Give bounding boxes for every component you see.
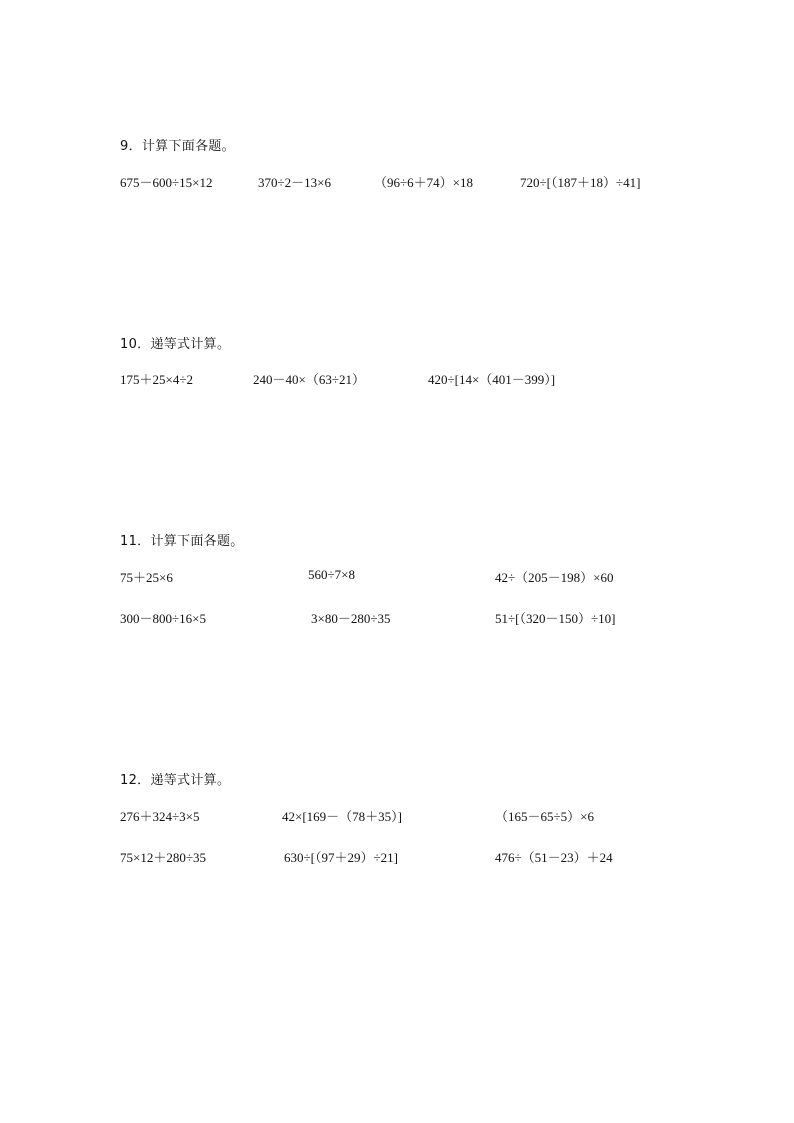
section-11-heading: 11．计算下面各题。 bbox=[120, 534, 244, 549]
section-12-expr-4: 75×12＋280÷35 bbox=[120, 850, 206, 865]
section-10-expr-3: 420÷[14×（401－399）] bbox=[428, 372, 556, 387]
section-12-expr-6: 476÷（51－23）＋24 bbox=[495, 850, 613, 865]
section-9-expr-3: （96÷6＋74）×18 bbox=[374, 175, 473, 190]
section-11-expr-4: 300－800÷16×5 bbox=[120, 611, 206, 626]
section-9-expr-2: 370÷2－13×6 bbox=[258, 175, 331, 190]
section-9-expr-4: 720÷[（187＋18）÷41] bbox=[520, 175, 641, 190]
section-11-expr-2: 560÷7×8 bbox=[308, 567, 355, 582]
section-11-expr-1: 75＋25×6 bbox=[120, 570, 173, 585]
section-10-expr-1: 175＋25×4÷2 bbox=[120, 372, 193, 387]
section-12-expr-3: （165－65÷5）×6 bbox=[495, 809, 594, 824]
section-12-expr-2: 42×[169－（78＋35）] bbox=[282, 809, 402, 824]
section-11-expr-5: 3×80－280÷35 bbox=[311, 611, 391, 626]
section-9-expr-1: 675－600÷15×12 bbox=[120, 175, 213, 190]
section-10-heading: 10．递等式计算。 bbox=[120, 337, 231, 352]
section-12-expr-1: 276＋324÷3×5 bbox=[120, 809, 200, 824]
section-12-expr-5: 630÷[（97＋29）÷21] bbox=[284, 850, 398, 865]
section-11-expr-6: 51÷[（320－150）÷10] bbox=[495, 611, 616, 626]
section-9-heading: 9．计算下面各题。 bbox=[120, 139, 235, 154]
section-10-expr-2: 240－40×（63÷21） bbox=[253, 372, 365, 387]
section-11-expr-3: 42÷（205－198）×60 bbox=[495, 570, 614, 585]
section-12-heading: 12．递等式计算。 bbox=[120, 773, 231, 788]
